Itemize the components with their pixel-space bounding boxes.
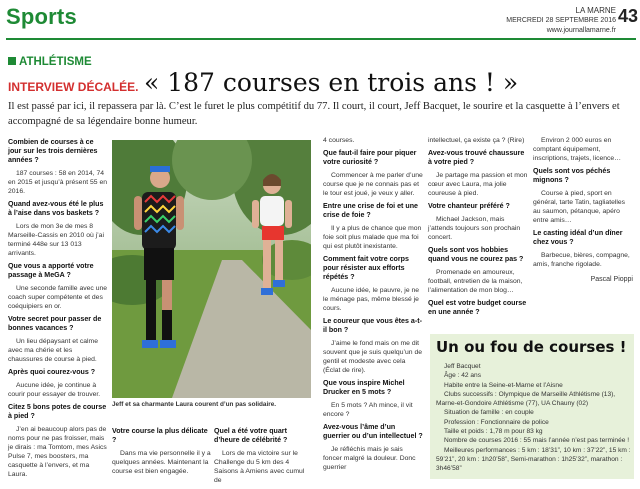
- question: Que faut-il faire pour piquer votre curiosité ?: [323, 149, 417, 166]
- answer: Promenade en amoureux, football, entretien de la maison, l’alimentation de mon blog…: [428, 269, 523, 294]
- column-5: [428, 136, 528, 321]
- answer: J’en ai beaucoup alors pas de noms pour ne pas froisser, mais je dirais : ma Tomtom, mes Asics Pulse 7, mes boosters, ma casquette à l’envers, et ma Laura.: [8, 426, 107, 478]
- lead-paragraph: Il est passé par ici, il repassera par là. C’est le furet le plus compétitif du 77. Il court, il court, Jeff Bacquet, le sourire et la casquette à l’envers et accompagné de sa légendaire bonne humeur.: [8, 101, 620, 127]
- question: Quel a été votre quart d’heure de célébrité ?: [214, 427, 288, 444]
- question: Entre une crise de foi et une crise de foie ?: [323, 202, 419, 219]
- publication-name: LA MARNE: [575, 6, 616, 15]
- kicker: INTERVIEW DÉCALÉE.: [8, 80, 139, 94]
- section-title: Sports: [6, 4, 77, 29]
- question: Le coureur que vous êtes a-t-il bon ?: [323, 317, 422, 334]
- answer: Lors de ma victoire sur le Challenge du 5 km des 4 Saisons à Amiens avec cumul de: [214, 450, 305, 484]
- publication-url: www.journallamarne.fr: [546, 27, 616, 34]
- answer: Barbecue, bières, compagne, amis, franche rigolade.: [533, 252, 630, 268]
- answer: J’aime le fond mais on me dit souvent que je suis quelqu’un de gentil et modeste avec cela (Éclat de rire).: [323, 340, 423, 374]
- answer: Lors de mon 3e de mes 8 Marseille-Cassis en 2010 où j’ai terminé 448e sur 13 013 arrivants.: [8, 223, 104, 257]
- author-signature: Pascal Pioppi: [590, 276, 633, 283]
- question: Votre course la plus délicate ?: [112, 427, 208, 444]
- answer: Course à pied, sport en général, tarte Tatin, tagliatelles au saumon, pétanque, apéro entre amis…: [533, 190, 626, 224]
- question: Le casting idéal d’un dîner chez vous ?: [533, 229, 623, 246]
- page-number: 43: [617, 6, 638, 26]
- answer: Je réfléchis mais je sais foncer malgré la douleur. Donc guerrier: [323, 446, 416, 471]
- photo-caption: Jeff et sa charmante Laura courent d’un pas solidaire.: [112, 401, 277, 408]
- info-box-body: [436, 362, 632, 474]
- publication-date: MERCREDI 28 SEPTEMBRE 2016: [506, 17, 616, 24]
- category-label: [8, 56, 92, 68]
- answer: Aucune idée, le pauvre, je ne le ménage pas, même blessé je cours.: [323, 287, 420, 312]
- question: Votre secret pour passer de bonnes vacances ?: [8, 315, 102, 332]
- info-line: Clubs successifs : Olympique de Marseille Athlétisme (13), Marne-et-Gondoire Athlétisme (77), UA Chauny (02): [436, 390, 616, 408]
- question: Que vous inspire Michel Drucker en 5 mots ?: [323, 379, 405, 396]
- answer: Commencer à me parler d’une course que je ne connais pas et le tour est joué, je veux y aller.: [323, 172, 423, 197]
- answer: Environ 2 000 euros en comptant équipement, inscriptions, trajets, licence…: [533, 137, 622, 162]
- info-box-title: Un ou fou de courses !: [436, 338, 627, 356]
- question: Après quoi courez-vous ?: [8, 368, 96, 376]
- info-line: Habite entre la Seine-et-Marne et l’Aisne: [444, 381, 563, 389]
- column-3: [214, 425, 312, 489]
- answer: Il y a plus de chance que mon foie soit plus malade que ma foi qui est plutôt inexistante.: [323, 225, 422, 250]
- info-line: Meilleures performances : 5 km : 18’31”, 10 km : 37’22”, 15 km : 59’21”, 20 km : 1h20’58”, Semi-marathon : 1h25’32”, marathon : 3h46’58”: [436, 446, 631, 473]
- info-line: Profession : Fonctionnaire de police: [444, 418, 549, 426]
- category-square-icon: [8, 57, 16, 65]
- question: Quels sont vos hobbies quand vous ne courez pas ?: [428, 246, 524, 263]
- answer: Michael Jackson, mais j’attends toujours son prochain concert.: [428, 216, 521, 241]
- answer: Une seconde famille avec une coach super compétente et des coéquipiers en or.: [8, 285, 108, 310]
- headline-block: [8, 68, 628, 96]
- question: Quels sont vos péchés mignons ?: [533, 167, 611, 184]
- question: Avez-vous l’âme d’un guerrier ou d’un intellectuel ?: [323, 423, 423, 440]
- question: Votre chanteur préféré ?: [428, 202, 510, 210]
- question: Citez 5 bons potes de course à pied ?: [8, 403, 107, 420]
- column-6: [533, 136, 633, 288]
- info-line: Âge : 42 ans: [444, 372, 482, 380]
- info-line: Jeff Bacquet: [444, 363, 481, 370]
- headline: « 187 courses en trois ans ! »: [144, 68, 519, 97]
- question: Quand avez-vous été le plus à l’aise dans vos baskets ?: [8, 200, 104, 217]
- runners-illustration: [112, 140, 311, 398]
- article-photo: [112, 140, 311, 398]
- answer: intellectuel, ça existe ça ? (Rire): [428, 137, 525, 144]
- info-line: Situation de famille : en couple: [444, 409, 534, 417]
- answer: Je partage ma passion et mon cœur avec Laura, ma jolie coureuse à pied.: [428, 172, 528, 197]
- answer: 4 courses.: [323, 137, 355, 144]
- answer: Aucune idée, je continue à courir pour essayer de trouver.: [8, 382, 101, 398]
- column-4: [323, 136, 423, 476]
- column-2: [112, 425, 212, 480]
- answer: En 5 mots ? Ah mince, il vit encore ?: [323, 402, 413, 418]
- answer: Dans ma vie personnelle il y a quelques années. Maintenant la course est bien engagée.: [112, 450, 211, 475]
- column-1: [8, 136, 108, 483]
- info-box: [430, 334, 634, 479]
- question: Avez-vous trouvé chaussure à votre pied ?: [428, 149, 525, 166]
- info-line: Nombre de courses 2016 : 55 mais l’année n’est pas terminée !: [444, 437, 630, 445]
- question: Combien de courses à ce jour sur les trois dernières années ?: [8, 138, 98, 164]
- question: Comment fait votre corps pour résister aux efforts répétés ?: [323, 255, 409, 281]
- category-text: ATHLÉTISME: [19, 56, 92, 68]
- answer: Un lieu dépaysant et calme avec ma chérie et les chaussures de course à pied.: [8, 338, 98, 363]
- header-rule: [6, 38, 636, 40]
- question: Que vous a apporté votre passage à MeGA ?: [8, 262, 94, 279]
- question: Quel est votre budget course en une année ?: [428, 299, 527, 316]
- info-line: Taille et poids : 1,78 m pour 83 kg: [444, 428, 543, 436]
- answer: 187 courses : 58 en 2014, 74 en 2015 et jusqu’à présent 55 en 2016.: [8, 170, 108, 195]
